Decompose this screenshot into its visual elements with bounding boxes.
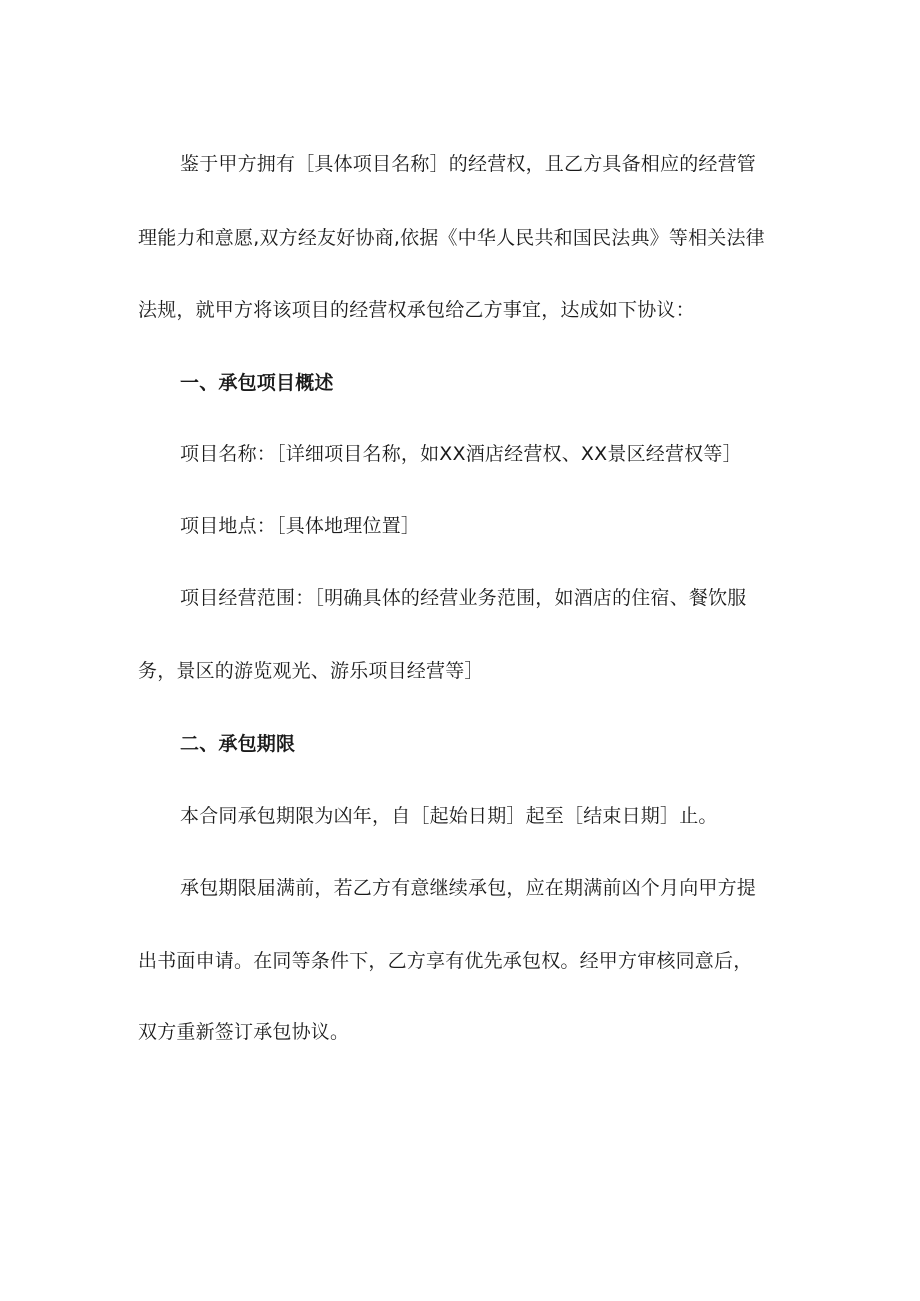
section-1-heading: 一、承包项目概述 <box>180 372 334 394</box>
project-scope-line-1: 项目经营范围：［明确具体的经营业务范围，如酒店的住宿、餐饮服 <box>180 587 747 609</box>
intro-line-1: 鉴于甲方拥有［具体项目名称］的经营权，且乙方具备相应的经营管 <box>180 153 757 175</box>
section-2-heading: 二、承包期限 <box>180 733 296 755</box>
project-location-line: 项目地点：［具体地理位置］ <box>180 515 421 537</box>
renewal-line-3: 双方重新签订承包协议。 <box>138 1021 350 1043</box>
renewal-line-1: 承包期限届满前，若乙方有意继续承包，应在期满前凶个月向甲方提 <box>180 877 757 899</box>
renewal-line-2: 出书面申请。在同等条件下，乙方享有优先承包权。经甲方审核同意后， <box>138 950 753 972</box>
project-scope-line-2: 务，景区的游览观光、游乐项目经营等］ <box>138 660 484 682</box>
project-name-line: 项目名称：［详细项目名称，如XX酒店经营权、XX景区经营权等］ <box>180 443 742 465</box>
intro-line-3: 法规，就甲方将该项目的经营权承包给乙方事宜，达成如下协议： <box>138 299 695 321</box>
intro-line-2: 理能力和意愿,双方经友好协商,依据《中华人民共和国民法典》等相关法律 <box>138 227 765 249</box>
term-line: 本合同承包期限为凶年，自［起始日期］起至［结束日期］止。 <box>180 805 718 827</box>
